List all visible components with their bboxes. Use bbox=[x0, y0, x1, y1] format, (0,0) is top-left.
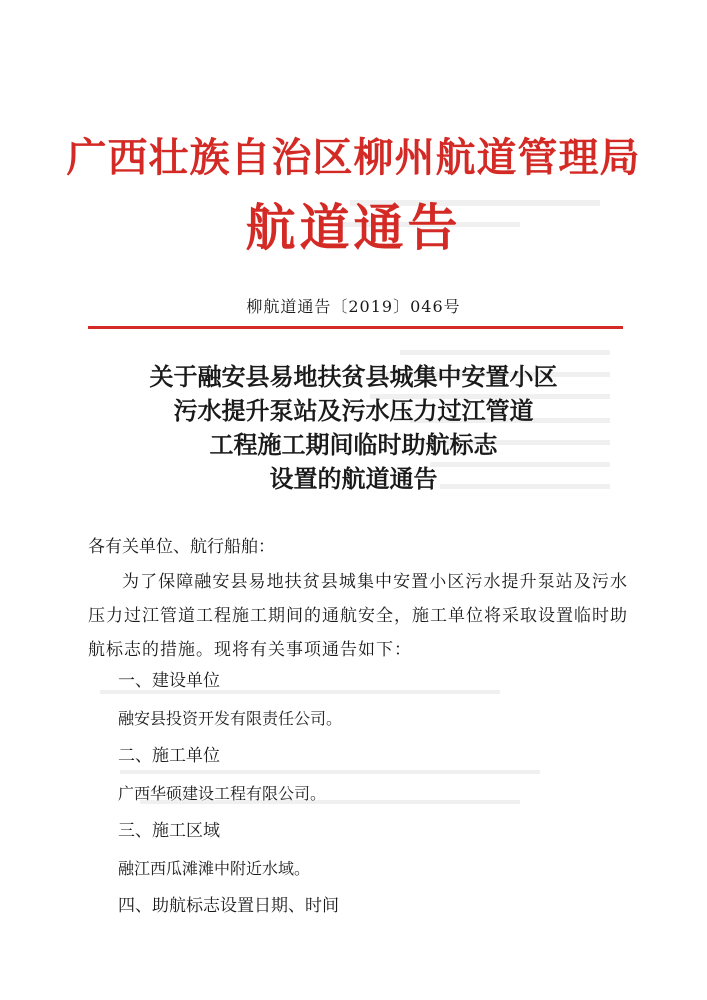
section-heading: 二、施工单位 bbox=[118, 746, 220, 766]
title-line: 污水提升泵站及污水压力过江管道 bbox=[173, 396, 534, 425]
title-line: 关于融安县易地扶贫县城集中安置小区 bbox=[149, 362, 558, 391]
document-type: 航道通告 bbox=[245, 198, 462, 257]
title-line: 工程施工期间临时助航标志 bbox=[209, 430, 498, 459]
section-heading: 三、施工区域 bbox=[118, 821, 220, 841]
issuing-organization: 广西壮族自治区柳州航道管理局 bbox=[66, 134, 641, 181]
document-number: 柳航道通告〔2019〕046号 bbox=[246, 297, 461, 316]
red-divider-line bbox=[88, 326, 623, 329]
section-value: 广西华硕建设工程有限公司。 bbox=[118, 784, 327, 803]
intro-paragraph: 为了保障融安县易地扶贫县城集中安置小区污水提升泵站及污水压力过江管道工程施工期间的通航安全，施工单位将采取设置临时助航标志的措施。现将有关事项通告如下： bbox=[88, 572, 628, 660]
salutation: 各有关单位、航行船舶： bbox=[88, 537, 275, 557]
section-heading: 四、助航标志设置日期、时间 bbox=[118, 896, 339, 916]
title-line: 设置的航道通告 bbox=[269, 464, 438, 493]
section-value: 融江西瓜滩滩中附近水域。 bbox=[118, 859, 311, 878]
notice-title bbox=[0, 360, 707, 496]
section-value: 融安县投资开发有限责任公司。 bbox=[118, 709, 343, 728]
section-heading: 一、建设单位 bbox=[118, 671, 220, 691]
